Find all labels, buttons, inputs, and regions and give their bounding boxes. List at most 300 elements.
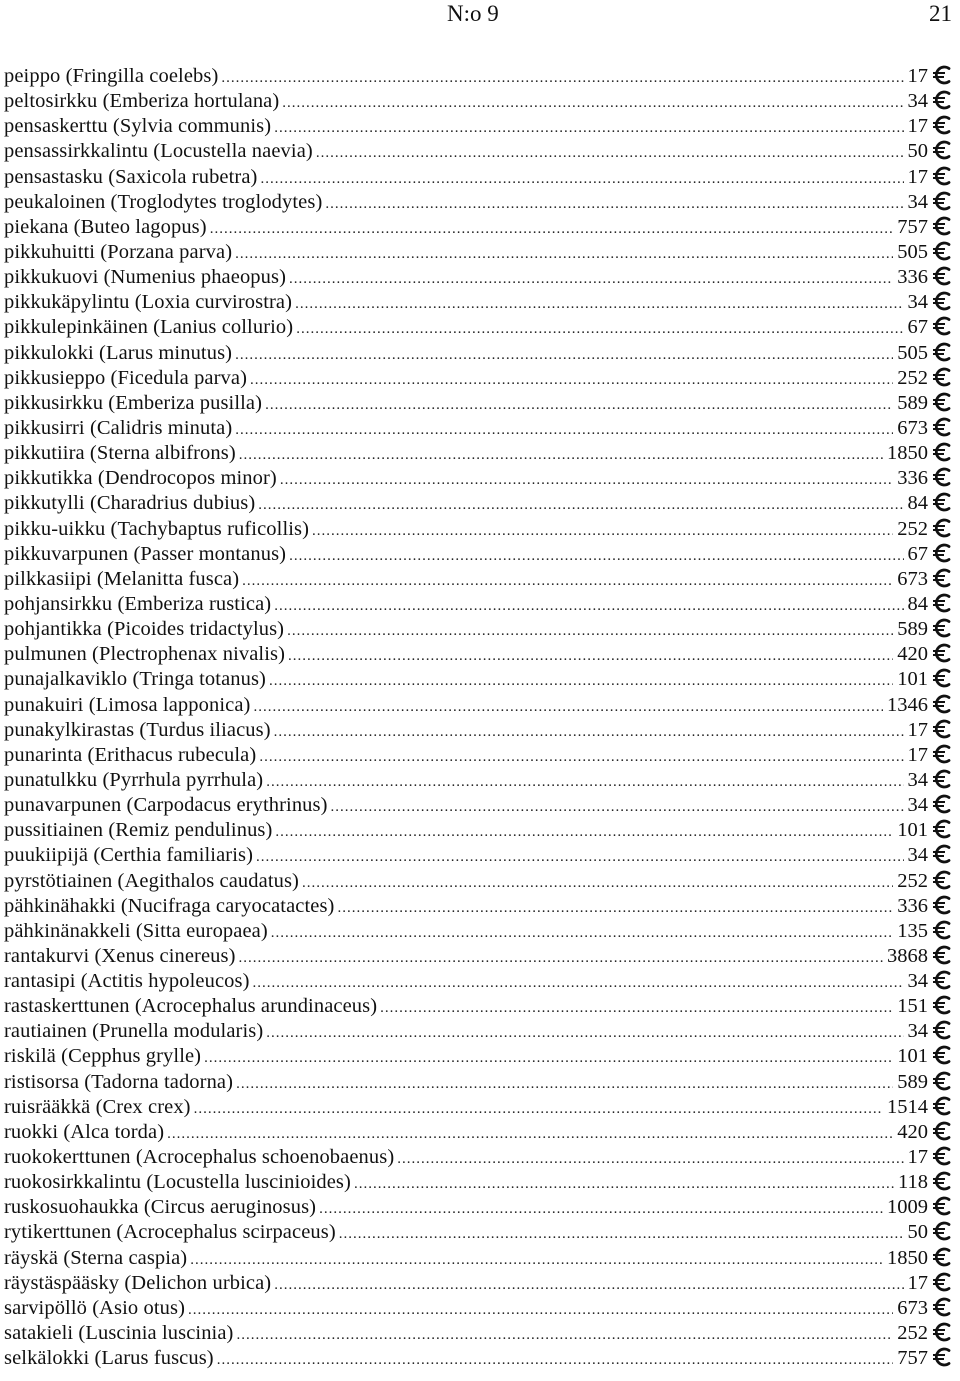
price xyxy=(908,112,955,139)
list-item xyxy=(4,867,954,892)
dot-leader xyxy=(274,720,904,745)
list-item xyxy=(4,137,954,162)
species-name: pikkulokki (Larus minutus) xyxy=(4,341,233,364)
price xyxy=(897,213,954,240)
species-name: pikkusirri (Calidris minuta) xyxy=(4,416,233,439)
euro-sign-icon xyxy=(932,1221,954,1241)
price-amount: 757 xyxy=(897,215,928,238)
list-item xyxy=(4,967,954,992)
species-name: punakylkirastas (Turdus iliacus) xyxy=(4,718,271,741)
list-item xyxy=(4,1168,954,1193)
list-item xyxy=(4,62,954,87)
list-item xyxy=(4,238,954,263)
species-name: pikkuhuitti (Porzana parva) xyxy=(4,240,233,263)
price xyxy=(897,263,954,290)
price-amount: 135 xyxy=(897,919,928,942)
species-name: pikkutikka (Dendrocopos minor) xyxy=(4,467,277,490)
dot-leader xyxy=(235,343,893,368)
price-amount: 84 xyxy=(907,492,928,515)
list-item xyxy=(4,565,954,590)
euro-sign-icon xyxy=(932,442,954,462)
list-item xyxy=(4,640,954,665)
dot-leader xyxy=(331,795,904,820)
price-amount: 420 xyxy=(897,643,928,666)
species-name: pikkulepinkäinen (Lanius collurio) xyxy=(4,316,294,339)
species-name: pähkinähakki (Nucifraga caryocatactes) xyxy=(4,894,335,917)
euro-sign-icon xyxy=(932,668,954,688)
species-price-list xyxy=(4,62,954,1369)
price-amount: 34 xyxy=(907,844,928,867)
price xyxy=(897,992,954,1019)
list-item xyxy=(4,364,954,389)
price-amount: 17 xyxy=(907,1271,928,1294)
euro-sign-icon xyxy=(932,367,954,387)
list-item xyxy=(4,1193,954,1218)
dot-leader xyxy=(274,1273,903,1298)
list-item xyxy=(4,540,954,565)
euro-sign-icon xyxy=(932,995,954,1015)
list-item xyxy=(4,992,954,1017)
price-amount: 67 xyxy=(907,316,928,339)
dot-leader xyxy=(339,1222,904,1247)
price-amount: 3868 xyxy=(887,944,928,967)
species-name: pyrstötiainen (Aegithalos caudatus) xyxy=(4,869,299,892)
price xyxy=(908,590,955,617)
price-amount: 17 xyxy=(907,65,928,87)
price-amount: 252 xyxy=(897,1322,928,1345)
species-name: rastaskerttunen (Acrocephalus arundinaceus) xyxy=(4,995,378,1018)
list-item xyxy=(4,213,954,238)
euro-sign-icon xyxy=(932,392,954,412)
euro-sign-icon xyxy=(932,920,954,940)
price-amount: 17 xyxy=(907,1146,928,1169)
species-name: punavarpunen (Carpodacus erythrinus) xyxy=(4,794,328,817)
dot-leader xyxy=(188,1298,893,1323)
euro-sign-icon xyxy=(932,970,954,990)
list-item xyxy=(4,515,954,540)
price-amount: 34 xyxy=(907,1020,928,1043)
list-item xyxy=(4,389,954,414)
list-item xyxy=(4,1319,954,1344)
price-amount: 1850 xyxy=(887,442,928,465)
dot-leader xyxy=(204,1046,893,1071)
list-item xyxy=(4,791,954,816)
price xyxy=(897,565,954,592)
price xyxy=(897,892,954,919)
dot-leader xyxy=(266,770,903,795)
dot-leader xyxy=(221,66,903,91)
dot-leader xyxy=(288,644,893,669)
price-amount: 67 xyxy=(907,542,928,565)
species-name: pilkkasiipi (Melanitta fusca) xyxy=(4,567,240,590)
euro-sign-icon xyxy=(932,593,954,613)
list-item xyxy=(4,665,954,690)
species-name: rautiainen (Prunella modularis) xyxy=(4,1020,264,1043)
euro-sign-icon xyxy=(932,1071,954,1091)
price xyxy=(897,389,954,416)
dot-leader xyxy=(289,544,903,569)
price-amount: 34 xyxy=(907,190,928,213)
dot-leader xyxy=(250,368,893,393)
price xyxy=(908,489,955,516)
euro-sign-icon xyxy=(932,1045,954,1065)
dot-leader xyxy=(274,116,903,141)
page-number: 21 xyxy=(929,1,952,26)
list-item xyxy=(4,1093,954,1118)
euro-sign-icon xyxy=(932,1297,954,1317)
dot-leader xyxy=(316,141,904,166)
price-amount: 101 xyxy=(897,819,928,842)
species-name: räystäspääsky (Delichon urbica) xyxy=(4,1271,272,1294)
price-amount: 17 xyxy=(907,165,928,188)
euro-sign-icon xyxy=(932,191,954,211)
dot-leader xyxy=(274,594,903,619)
euro-sign-icon xyxy=(932,794,954,814)
dot-leader xyxy=(271,921,893,946)
price xyxy=(887,1244,954,1271)
price-amount: 757 xyxy=(897,1347,928,1370)
dot-leader xyxy=(236,1323,893,1348)
species-name: pikku-uikku (Tachybaptus ruficollis) xyxy=(4,517,310,540)
species-name: pähkinänakkeli (Sitta europaea) xyxy=(4,919,268,942)
list-item xyxy=(4,1118,954,1143)
list-item xyxy=(4,339,954,364)
price-amount: 589 xyxy=(897,1070,928,1093)
list-item xyxy=(4,716,954,741)
list-item xyxy=(4,163,954,188)
species-name: räyskä (Sterna caspia) xyxy=(4,1246,188,1269)
list-item xyxy=(4,766,954,791)
price xyxy=(897,414,954,441)
price-amount: 1346 xyxy=(887,693,928,716)
species-name: piekana (Buteo lagopus) xyxy=(4,215,207,238)
species-name: peippo (Fringilla coelebs) xyxy=(4,65,219,87)
price xyxy=(897,515,954,542)
dot-leader xyxy=(325,192,903,217)
euro-sign-icon xyxy=(932,1247,954,1267)
species-name: pensassirkkalintu (Locustella naevia) xyxy=(4,140,313,163)
price xyxy=(908,741,955,768)
species-name: peukaloinen (Troglodytes troglodytes) xyxy=(4,190,323,213)
list-item xyxy=(4,1068,954,1093)
price xyxy=(897,867,954,894)
species-name: pussitiainen (Remiz pendulinus) xyxy=(4,819,273,842)
euro-sign-icon xyxy=(932,543,954,563)
list-item xyxy=(4,1017,954,1042)
price-amount: 17 xyxy=(907,115,928,138)
euro-sign-icon xyxy=(932,1146,954,1166)
euro-sign-icon xyxy=(932,115,954,135)
euro-sign-icon xyxy=(932,1171,954,1191)
list-item xyxy=(4,892,954,917)
euro-sign-icon xyxy=(932,1121,954,1141)
list-item xyxy=(4,112,954,137)
species-name: ruisrääkkä (Crex crex) xyxy=(4,1095,191,1118)
price-amount: 50 xyxy=(907,140,928,163)
euro-sign-icon xyxy=(932,140,954,160)
price xyxy=(908,87,955,114)
euro-sign-icon xyxy=(932,694,954,714)
euro-sign-icon xyxy=(932,568,954,588)
euro-sign-icon xyxy=(932,744,954,764)
dot-leader xyxy=(236,1072,893,1097)
dot-leader xyxy=(296,317,903,342)
price-amount: 420 xyxy=(897,1120,928,1143)
euro-sign-icon xyxy=(932,870,954,890)
species-name: pensaskerttu (Sylvia communis) xyxy=(4,115,272,138)
euro-sign-icon xyxy=(932,291,954,311)
species-name: satakieli (Luscinia luscinia) xyxy=(4,1322,234,1345)
species-name: peltosirkku (Emberiza hortulana) xyxy=(4,90,280,113)
euro-sign-icon xyxy=(932,467,954,487)
price xyxy=(908,288,955,315)
dot-leader xyxy=(302,871,893,896)
species-name: punarinta (Erithacus rubecula) xyxy=(4,743,257,766)
price xyxy=(908,62,955,89)
price xyxy=(908,967,955,994)
species-name: pikkukuovi (Numenius phaeopus) xyxy=(4,266,286,289)
price-amount: 101 xyxy=(897,668,928,691)
price-amount: 1009 xyxy=(887,1196,928,1219)
dot-leader xyxy=(337,896,893,921)
list-item xyxy=(4,691,954,716)
price xyxy=(908,313,955,340)
list-item xyxy=(4,464,954,489)
dot-leader xyxy=(380,996,893,1021)
species-name: selkälokki (Larus fuscus) xyxy=(4,1347,214,1370)
list-item xyxy=(4,489,954,514)
price xyxy=(887,1193,954,1220)
dot-leader xyxy=(269,669,893,694)
price xyxy=(887,942,954,969)
list-item xyxy=(4,1244,954,1269)
dot-leader xyxy=(259,745,903,770)
price xyxy=(897,238,954,265)
price xyxy=(898,1168,954,1195)
dot-leader xyxy=(275,820,893,845)
dot-leader xyxy=(312,519,893,544)
species-name: ruokokerttunen (Acrocephalus schoenobaenus) xyxy=(4,1146,395,1169)
euro-sign-icon xyxy=(932,643,954,663)
price xyxy=(908,766,955,793)
price-amount: 589 xyxy=(897,618,928,641)
price xyxy=(897,816,954,843)
dot-leader xyxy=(282,91,903,116)
price-amount: 336 xyxy=(897,894,928,917)
price-amount: 34 xyxy=(907,794,928,817)
euro-sign-icon xyxy=(932,895,954,915)
dot-leader xyxy=(256,845,903,870)
euro-sign-icon xyxy=(932,1020,954,1040)
price xyxy=(897,1344,954,1371)
euro-sign-icon xyxy=(932,65,954,85)
euro-sign-icon xyxy=(932,216,954,236)
price-amount: 673 xyxy=(897,567,928,590)
list-item xyxy=(4,590,954,615)
price-amount: 17 xyxy=(907,743,928,766)
euro-sign-icon xyxy=(932,1096,954,1116)
price xyxy=(897,640,954,667)
species-name: pikkuvarpunen (Passer montanus) xyxy=(4,542,287,565)
list-item xyxy=(4,841,954,866)
price xyxy=(908,1269,955,1296)
price-amount: 336 xyxy=(897,266,928,289)
list-item xyxy=(4,1218,954,1243)
dot-leader xyxy=(258,493,903,518)
dot-leader xyxy=(295,292,903,317)
species-name: pikkutylli (Charadrius dubius) xyxy=(4,492,256,515)
dot-leader xyxy=(253,971,904,996)
list-item xyxy=(4,263,954,288)
dot-leader xyxy=(167,1122,893,1147)
price xyxy=(887,1093,954,1120)
price xyxy=(908,1017,955,1044)
dot-leader xyxy=(260,167,903,192)
dot-leader xyxy=(239,946,883,971)
dot-leader xyxy=(235,242,893,267)
species-name: rantasipi (Actitis hypoleucos) xyxy=(4,970,250,993)
price-amount: 252 xyxy=(897,869,928,892)
euro-sign-icon xyxy=(932,492,954,512)
price-amount: 673 xyxy=(897,416,928,439)
dot-leader xyxy=(253,695,883,720)
price xyxy=(908,1143,955,1170)
species-name: rytikerttunen (Acrocephalus scirpaceus) xyxy=(4,1221,336,1244)
price-amount: 50 xyxy=(907,1221,928,1244)
euro-sign-icon xyxy=(932,719,954,739)
dot-leader xyxy=(239,443,883,468)
price-amount: 336 xyxy=(897,467,928,490)
price-amount: 589 xyxy=(897,391,928,414)
dot-leader xyxy=(190,1248,883,1273)
dot-leader xyxy=(280,468,893,493)
euro-sign-icon xyxy=(932,618,954,638)
page-header xyxy=(0,0,960,40)
dot-leader xyxy=(319,1197,883,1222)
list-item xyxy=(4,1143,954,1168)
species-name: punakuiri (Limosa lapponica) xyxy=(4,693,251,716)
price-amount: 252 xyxy=(897,366,928,389)
euro-sign-icon xyxy=(932,769,954,789)
species-name: riskilä (Cepphus grylle) xyxy=(4,1045,202,1068)
dot-leader xyxy=(265,393,893,418)
dot-leader xyxy=(242,569,893,594)
list-item xyxy=(4,439,954,464)
price-amount: 34 xyxy=(907,768,928,791)
dot-leader xyxy=(235,418,893,443)
issue-number: N:o 9 xyxy=(447,1,499,26)
euro-sign-icon xyxy=(932,90,954,110)
price-amount: 673 xyxy=(897,1296,928,1319)
price xyxy=(887,691,954,718)
species-name: ruokosirkkalintu (Locustella luscinioides) xyxy=(4,1171,351,1194)
euro-sign-icon xyxy=(932,1322,954,1342)
price xyxy=(897,1294,954,1321)
price xyxy=(897,615,954,642)
price xyxy=(897,1068,954,1095)
dot-leader xyxy=(289,267,893,292)
euro-sign-icon xyxy=(932,166,954,186)
species-name: ruskosuohaukka (Circus aeruginosus) xyxy=(4,1196,317,1219)
euro-sign-icon xyxy=(932,266,954,286)
species-name: puukiipijä (Certhia familiaris) xyxy=(4,844,254,867)
list-item xyxy=(4,917,954,942)
species-name: pulmunen (Plectrophenax nivalis) xyxy=(4,643,286,666)
dot-leader xyxy=(397,1147,903,1172)
euro-sign-icon xyxy=(932,342,954,362)
list-item xyxy=(4,741,954,766)
list-item xyxy=(4,1042,954,1067)
list-item xyxy=(4,816,954,841)
list-item xyxy=(4,188,954,213)
price xyxy=(908,163,955,190)
price xyxy=(908,716,955,743)
species-name: pikkusieppo (Ficedula parva) xyxy=(4,366,248,389)
euro-sign-icon xyxy=(932,1272,954,1292)
price-amount: 34 xyxy=(907,90,928,113)
list-item xyxy=(4,1294,954,1319)
price-amount: 34 xyxy=(907,970,928,993)
price xyxy=(908,540,955,567)
dot-leader xyxy=(354,1172,894,1197)
list-item xyxy=(4,313,954,338)
price-amount: 84 xyxy=(907,592,928,615)
euro-sign-icon xyxy=(932,1196,954,1216)
list-item xyxy=(4,414,954,439)
price-amount: 17 xyxy=(907,718,928,741)
price xyxy=(897,1118,954,1145)
euro-sign-icon xyxy=(932,518,954,538)
price-amount: 151 xyxy=(897,995,928,1018)
price-amount: 505 xyxy=(897,341,928,364)
price-amount: 118 xyxy=(898,1171,928,1194)
price xyxy=(897,464,954,491)
list-item xyxy=(4,942,954,967)
price-amount: 101 xyxy=(897,1045,928,1068)
species-name: punajalkaviklo (Tringa totanus) xyxy=(4,668,266,691)
price xyxy=(897,1319,954,1346)
species-name: rantakurvi (Xenus cinereus) xyxy=(4,944,236,967)
euro-sign-icon xyxy=(932,844,954,864)
species-name: sarvipöllö (Asio otus) xyxy=(4,1296,185,1319)
price xyxy=(908,137,955,164)
dot-leader xyxy=(194,1097,883,1122)
species-name: pohjansirkku (Emberiza rustica) xyxy=(4,592,272,615)
price xyxy=(897,1042,954,1069)
species-name: pensastasku (Saxicola rubetra) xyxy=(4,165,258,188)
price xyxy=(908,791,955,818)
euro-sign-icon xyxy=(932,819,954,839)
list-item xyxy=(4,1344,954,1369)
price-amount: 252 xyxy=(897,517,928,540)
species-name: ristisorsa (Tadorna tadorna) xyxy=(4,1070,234,1093)
price xyxy=(887,439,954,466)
price xyxy=(908,1218,955,1245)
list-item xyxy=(4,1269,954,1294)
price xyxy=(897,364,954,391)
price xyxy=(897,917,954,944)
list-item xyxy=(4,615,954,640)
dot-leader xyxy=(266,1021,903,1046)
dot-leader xyxy=(287,619,893,644)
list-item xyxy=(4,288,954,313)
dot-leader xyxy=(210,217,894,242)
price xyxy=(908,188,955,215)
euro-sign-icon xyxy=(932,1347,954,1367)
species-name: pikkukäpylintu (Loxia curvirostra) xyxy=(4,291,293,314)
price xyxy=(908,841,955,868)
species-name: pikkusirkku (Emberiza pusilla) xyxy=(4,391,263,414)
